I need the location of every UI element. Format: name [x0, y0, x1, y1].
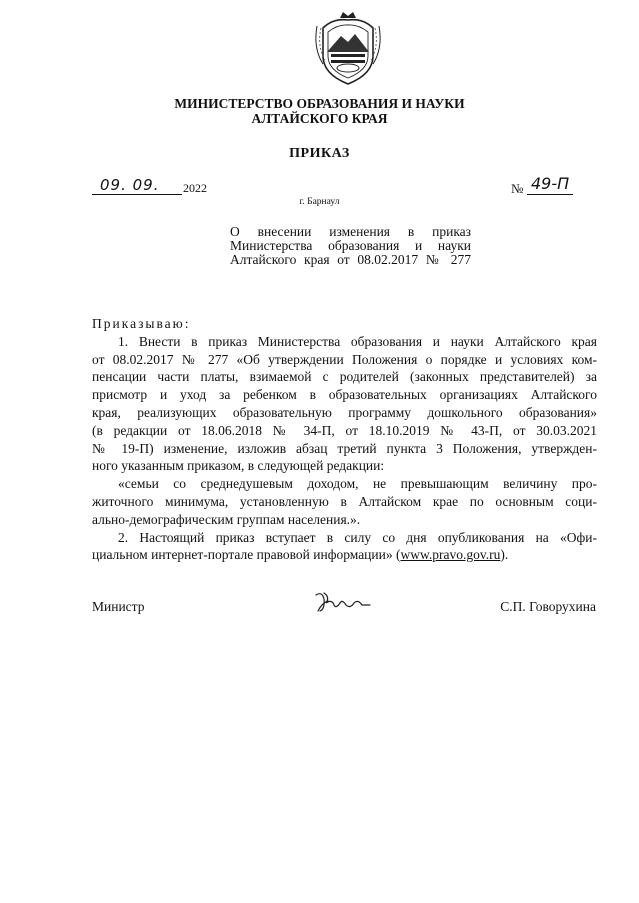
ministry-name-line1: МИНИСТЕРСТВО ОБРАЗОВАНИЯ И НАУКИ [174, 96, 465, 111]
paragraph-1-line: от 08.02.2017 № 277 «Об утверждении Положения о порядке и условиях ком- [92, 351, 597, 367]
number-sign: № [511, 181, 524, 196]
paragraph-2-line [92, 546, 597, 564]
quote-line: ально-демографическим группам населения.». [92, 511, 361, 527]
order-word: Приказываю: [92, 316, 191, 331]
ministry-name-line2: АЛТАЙСКОГО КРАЯ [251, 111, 388, 126]
paragraph-1-line: № 19-П) изменение, изложив абзац третий пункта 3 Положения, утвержден- [92, 440, 597, 456]
paragraph-1-line: пенсации части платы, взимаемой с родителей (законных представителей) за [92, 369, 597, 385]
order-body [92, 315, 597, 564]
paragraph-1-line: (в редакции от 18.06.2018 № 34-П, от 18.10.2019 № 43-П, от 30.03.2021 [92, 422, 597, 438]
quote-line: «семьи со среднедушевым доходом, не превышающим величину про- [118, 476, 597, 492]
paragraph-1-line: присмотр и уход за ребенком в образовательных организациях Алтайского [92, 387, 597, 403]
order-number: 49-П [531, 174, 570, 193]
signatory-name: С.П. Говорухина [500, 599, 596, 614]
pravo-link[interactable]: www.pravo.gov.ru [400, 547, 501, 563]
coat-of-arms-icon [313, 8, 383, 88]
order-subject [230, 225, 471, 267]
subject-line: О внесении изменения в приказ [230, 224, 471, 239]
paragraph-1-line: края, реализующих образовательную программу дошкольного образования» [92, 404, 597, 420]
paragraph-1-line: ного указанным приказом, в следующей редакции: [92, 458, 385, 474]
document-title: ПРИКАЗ [289, 146, 350, 161]
number-underline [527, 194, 573, 195]
subject-line: Алтайского края от 08.02.2017 № 277 [230, 252, 471, 267]
paragraph-1-line: 1. Внести в приказ Министерства образования и науки Алтайского края [118, 333, 597, 349]
quote-line: житочного минимума, установленную в Алтайском крае по основным соци- [92, 493, 597, 509]
subject-line: Министерства образования и науки [230, 238, 471, 253]
order-date: 09. 09. [100, 176, 160, 194]
paragraph-2-end: ). [500, 547, 509, 563]
order-year: 2022 [183, 181, 207, 195]
signatory-position: Министр [92, 599, 145, 614]
paragraph-2-text: циальном интернет-портале правовой информации» ( [92, 547, 401, 563]
city-label: г. Барнаул [299, 197, 340, 207]
paragraph-2-line: 2. Настоящий приказ вступает в силу со дня опубликования на «Офи- [118, 529, 597, 545]
date-underline [92, 194, 182, 195]
handwritten-signature [312, 589, 372, 617]
